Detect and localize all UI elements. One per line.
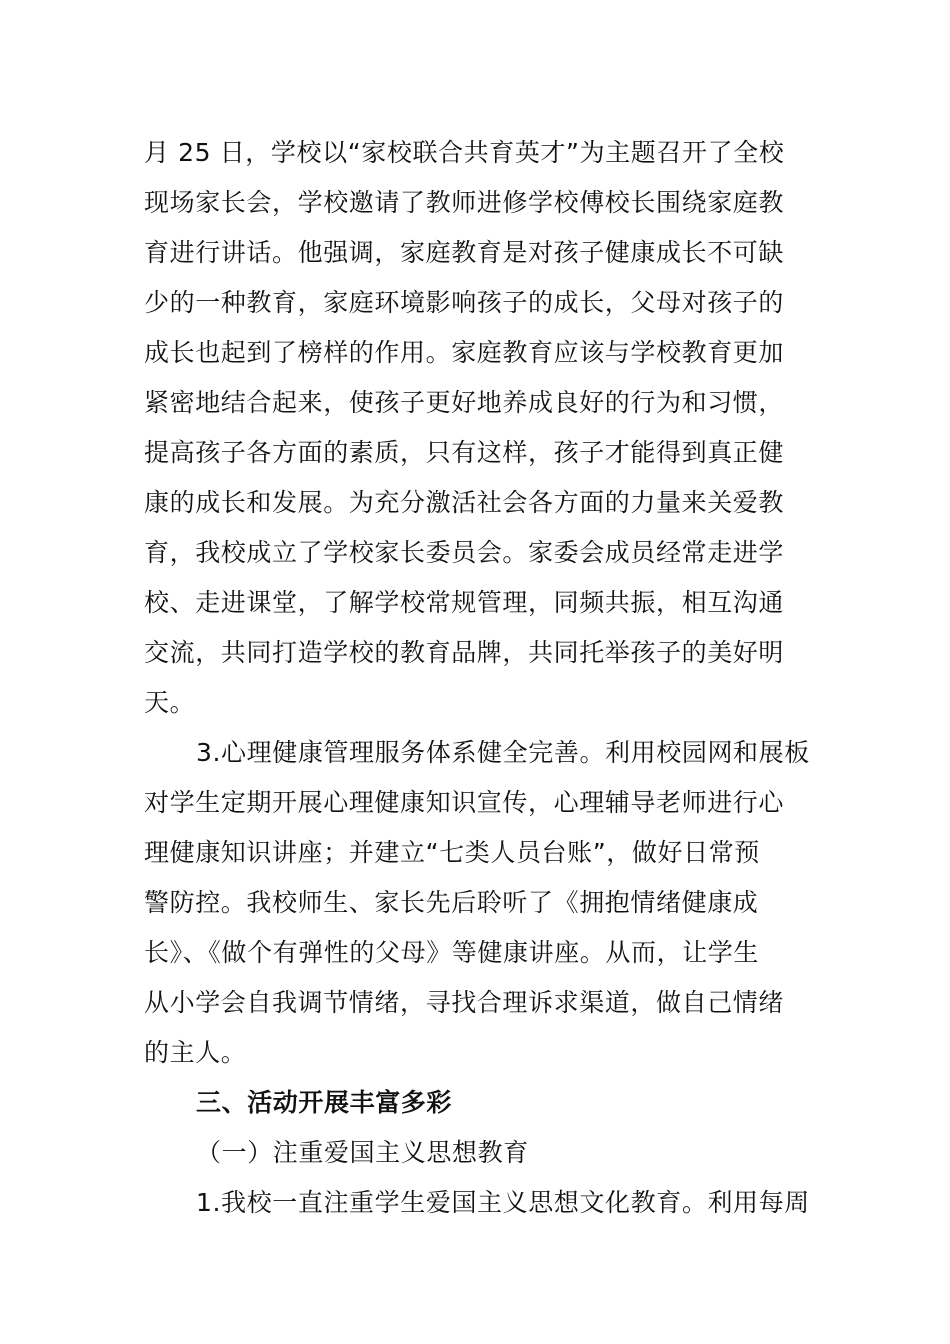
- body-text-line: 对学生定期开展心理健康知识宣传，心理辅导老师进行心: [144, 788, 785, 817]
- subsection-heading: （一）注重爱国主义思想教育: [196, 1138, 529, 1167]
- body-text-line: 的主人。: [144, 1038, 247, 1067]
- body-text-line: 少的一种教育，家庭环境影响孩子的成长，父母对孩子的: [144, 288, 785, 317]
- body-text-line: 长》、《做个有弹性的父母》等健康讲座。从而，让学生: [144, 938, 760, 967]
- body-text-line: 校、走进课堂，了解学校常规管理，同频共振，相互沟通: [144, 588, 785, 617]
- paragraph-first-line: 3.心理健康管理服务体系健全完善。利用校园网和展板: [196, 738, 810, 767]
- body-text-line: 育进行讲话。他强调，家庭教育是对孩子健康成长不可缺: [144, 238, 785, 267]
- body-text-line: 月 25 日，学校以“家校联合共育英才”为主题召开了全校: [144, 138, 785, 167]
- body-text-line: 警防控。我校师生、家长先后聆听了《拥抱情绪健康成: [144, 888, 759, 917]
- body-text-line: 现场家长会，学校邀请了教师进修学校傅校长围绕家庭教: [144, 188, 785, 217]
- paragraph-first-line: 1.我校一直注重学生爱国主义思想文化教育。利用每周: [196, 1188, 810, 1217]
- body-text-line: 理健康知识讲座；并建立“七类人员台账”，做好日常预: [144, 838, 760, 867]
- body-text-line: 提高孩子各方面的素质，只有这样，孩子才能得到真正健: [144, 438, 785, 467]
- body-text-line: 天。: [144, 688, 196, 717]
- body-text-line: 育，我校成立了学校家长委员会。家委会成员经常走进学: [144, 538, 785, 567]
- document-body: [144, 128, 810, 1228]
- body-text-line: 交流，共同打造学校的教育品牌，共同托举孩子的美好明: [144, 638, 785, 667]
- body-text-line: 从小学会自我调节情绪，寻找合理诉求渠道，做自己情绪: [144, 988, 785, 1017]
- section-heading: 三、活动开展丰富多彩: [196, 1088, 453, 1117]
- body-text-line: 紧密地结合起来，使孩子更好地养成良好的行为和习惯，: [144, 388, 785, 417]
- body-text-line: 成长也起到了榜样的作用。家庭教育应该与学校教育更加: [144, 338, 785, 367]
- body-text-line: 康的成长和发展。为充分激活社会各方面的力量来关爱教: [144, 488, 785, 517]
